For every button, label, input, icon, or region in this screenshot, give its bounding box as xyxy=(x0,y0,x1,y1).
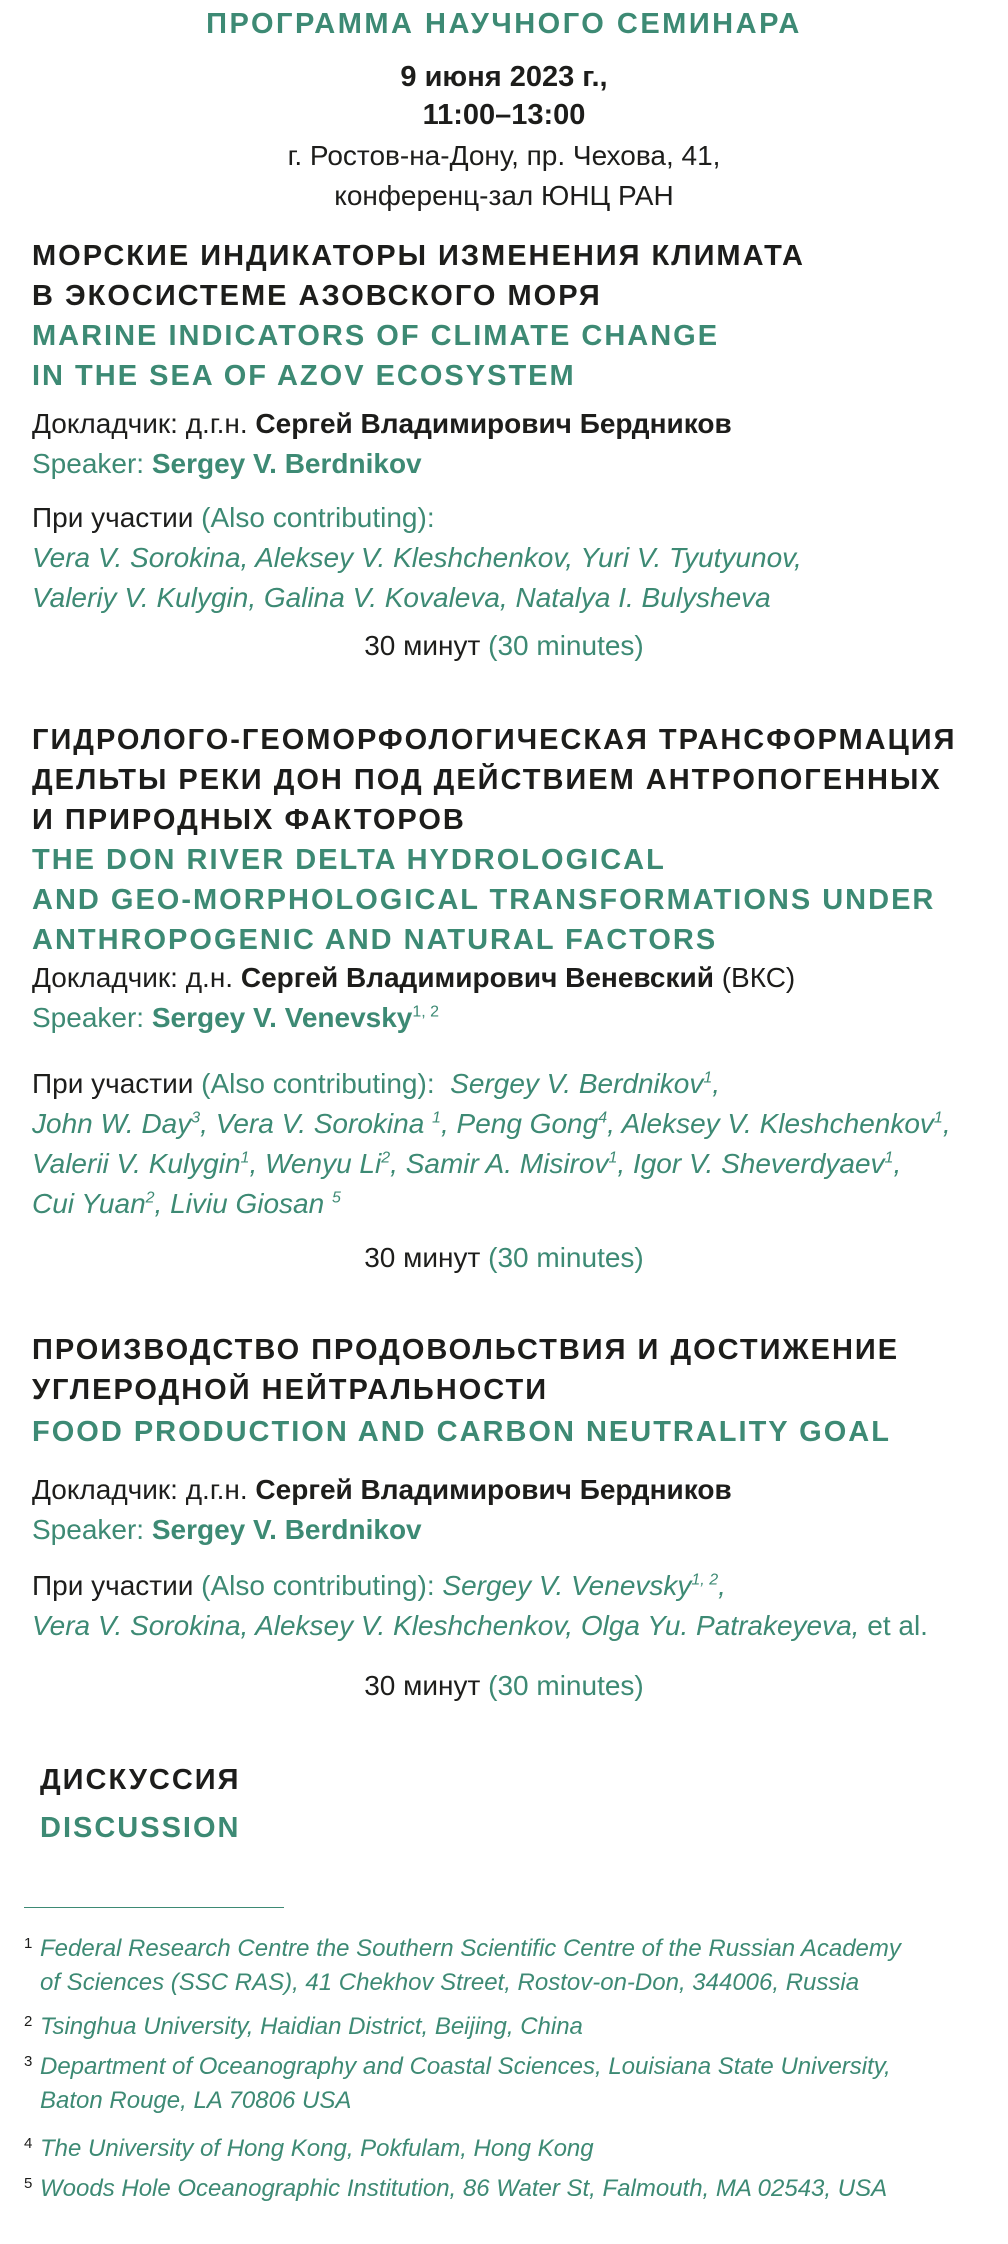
program-title: ПРОГРАММА НАУЧНОГО СЕМИНАРА xyxy=(206,8,802,40)
discussion-en: DISCUSSION xyxy=(40,1812,241,1844)
talk-1-contrib-label: При участии (Also contributing): xyxy=(32,502,435,533)
date-time-block xyxy=(0,58,1008,134)
event-address: г. Ростов-на-Дону, пр. Чехова, 41, xyxy=(287,140,721,171)
talk-2-contributors-line-4: Cui Yuan$^2$, Liviu Giosan $^5$ xyxy=(32,1188,341,1219)
talk-2-speaker-ru: Докладчик: д.н. Сергей Владимирович Веневский (ВКС) xyxy=(32,962,796,993)
talk-2-contributors-line-3: Valerii V. Kulygin$^1$, Wenyu Li$^2$, Samir A. Misirov$^1$, Igor V. Sheverdyaev$^1$, xyxy=(32,1148,902,1179)
footnote-4: 4 The University of Hong Kong, Pokfulam, Hong Kong xyxy=(24,2135,594,2162)
talk-1-title-en: MARINE INDICATORS OF CLIMATE CHANGE IN THE SEA OF AZOV ECOSYSTEM xyxy=(32,320,720,392)
talk-3-contributors-line-2: Vera V. Sorokina, Aleksey V. Kleshchenkov, Olga Yu. Patrakeyeva, et al. xyxy=(32,1610,928,1641)
talk-3-speaker-ru: Докладчик: д.г.н. Сергей Владимирович Бердников xyxy=(32,1474,732,1505)
talk-3-speaker-en-name: Sergey V. Berdnikov xyxy=(151,1514,422,1545)
event-date: 9 июня 2023 г., xyxy=(400,61,608,93)
talk-2-duration: 30 минут (30 minutes) xyxy=(364,1242,644,1273)
talk-2-contributors-line-2: John W. Day$^3$, Vera V. Sorokina $^1$, Peng Gong$^4$, Aleksey V. Kleshchenkov$^1$, xyxy=(32,1108,951,1139)
talk-3-contrib-first: Sergey V. Venevsky$^{1, 2}$, xyxy=(442,1570,726,1601)
talk-3-title-ru: ПРОИЗВОДСТВО ПРОДОВОЛЬСТВИЯ И ДОСТИЖЕНИЕ УГЛЕРОДНОЙ НЕЙТРАЛЬНОСТИ xyxy=(32,1334,900,1406)
venue-block xyxy=(0,136,1008,216)
event-time: 11:00–13:00 xyxy=(422,99,586,131)
talk-1-speaker-en-name: Sergey V. Berdnikov xyxy=(151,448,422,479)
event-venue: конференц-зал ЮНЦ РАН xyxy=(334,180,674,211)
talk-3-speaker-ru-name: Сергей Владимирович Бердников xyxy=(255,1474,732,1505)
discussion-ru: ДИСКУССИЯ xyxy=(40,1764,241,1796)
talk-3-duration: 30 минут (30 minutes) xyxy=(364,1670,644,1701)
talk-2-speaker-ru-name: Сергей Владимирович Веневский xyxy=(240,962,714,993)
talk-2-speaker-en: Speaker: Sergey V. Venevsky$^{1, 2}$ xyxy=(32,1002,440,1033)
talk-3-speaker-en: Speaker: Sergey V. Berdnikov xyxy=(32,1514,422,1545)
talk-3-title-en: FOOD PRODUCTION AND CARBON NEUTRALITY GOAL xyxy=(32,1416,891,1448)
talk-1-speaker-ru-name: Сергей Владимирович Бердников xyxy=(255,408,732,439)
talk-1-duration: 30 минут (30 minutes) xyxy=(364,630,644,661)
footnote-1: 1 Federal Research Centre the Southern Scientific Centre of the Russian Academy of Sciences (SSC RAS), 41 Chekhov Street, Rostov-on-Don, 344006, Russia xyxy=(24,1935,901,1996)
talk-1-contributors-line-2: Valeriy V. Kulygin, Galina V. Kovaleva, Natalya I. Bulysheva xyxy=(32,582,771,613)
talk-1-speaker-en: Speaker: Sergey V. Berdnikov xyxy=(32,448,422,479)
footnote-2: 2 Tsinghua University, Haidian District, Beijing, China xyxy=(24,2013,583,2040)
talk-2-title-en: THE DON RIVER DELTA HYDROLOGICAL AND GEO-MORPHOLOGICAL TRANSFORMATIONS UNDER ANTHROPOGENIC AND NATURAL FACTORS xyxy=(32,844,936,956)
talk-2-contrib-label: При участии (Also contributing): Sergey V. Berdnikov$^1$, xyxy=(32,1068,721,1099)
footnote-3: 3 Department of Oceanography and Coastal Sciences, Louisiana State University, Baton Rouge, LA 70806 USA xyxy=(24,2053,891,2114)
footnote-divider xyxy=(24,1907,284,1908)
footnote-5: 5 Woods Hole Oceanographic Institution, 86 Water St, Falmouth, MA 02543, USA xyxy=(24,2175,888,2202)
talk-3-contrib-label: При участии (Also contributing): Sergey V. Venevsky$^{1, 2}$, xyxy=(32,1570,726,1601)
talk-1-contributors-line-1: Vera V. Sorokina, Aleksey V. Kleshchenkov, Yuri V. Tyutyunov, xyxy=(32,542,802,573)
talk-2-speaker-en-name: Sergey V. Venevsky xyxy=(151,1002,413,1033)
talk-1-title-ru: МОРСКИЕ ИНДИКАТОРЫ ИЗМЕНЕНИЯ КЛИМАТА В ЭКОСИСТЕМЕ АЗОВСКОГО МОРЯ xyxy=(32,240,805,312)
talk-2-contrib-first: Sergey V. Berdnikov$^1$, xyxy=(450,1068,721,1099)
talk-1-speaker-ru: Докладчик: д.г.н. Сергей Владимирович Бердников xyxy=(32,408,732,439)
talk-2-title-ru: ГИДРОЛОГО-ГЕОМОРФОЛОГИЧЕСКАЯ ТРАНСФОРМАЦИЯ ДЕЛЬТЫ РЕКИ ДОН ПОД ДЕЙСТВИЕМ АНТРОПОГЕННЫХ И ПРИРОДНЫХ ФАКТОРОВ xyxy=(32,724,957,836)
